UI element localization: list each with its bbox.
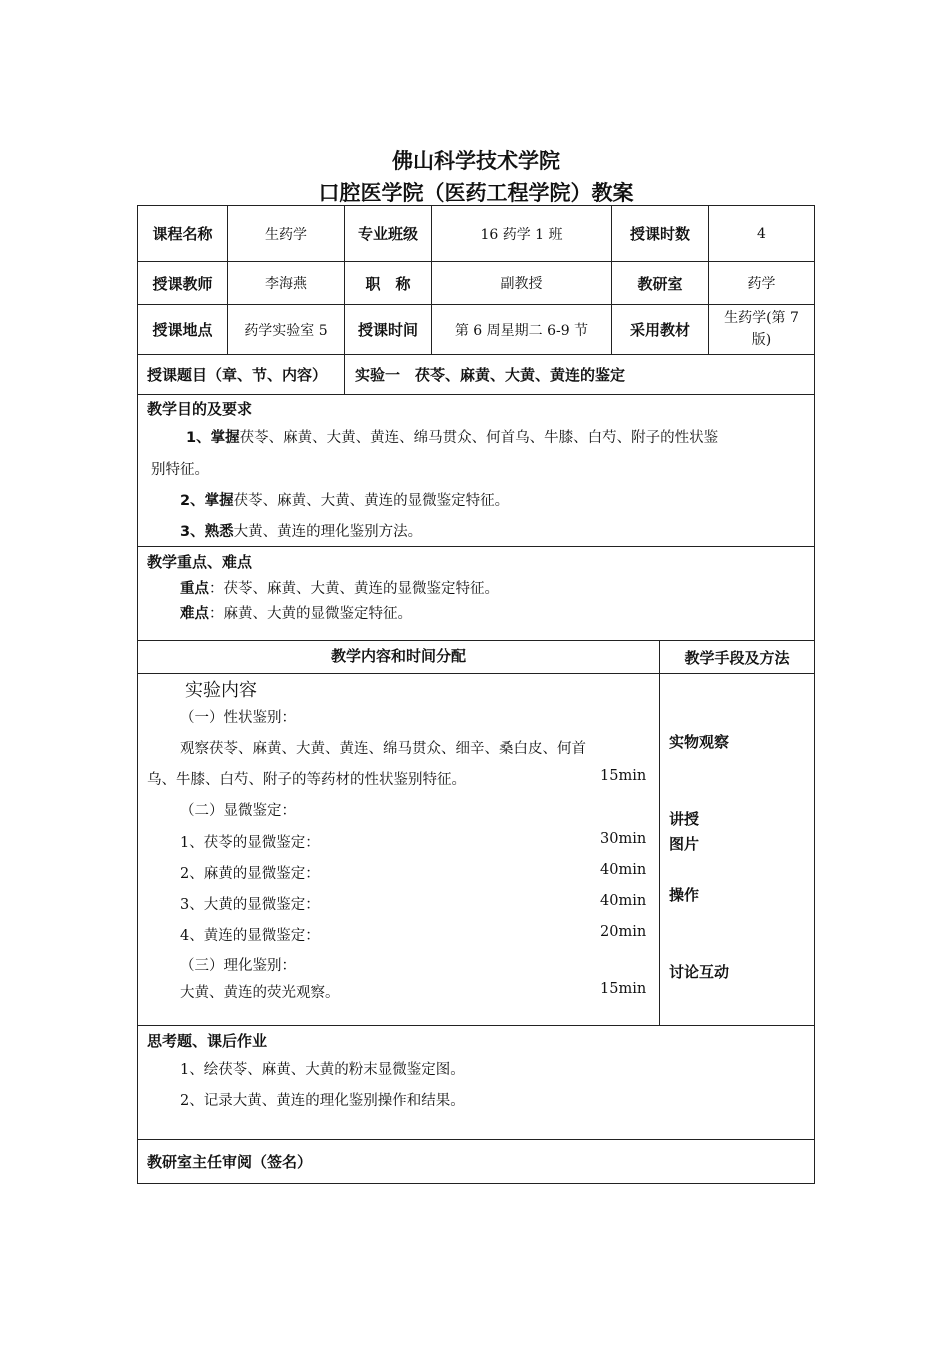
objective-2	[180, 489, 509, 510]
micro-item-4-time: 20min	[600, 924, 647, 940]
class-value: 16 药学 1 班	[431, 205, 612, 262]
keypoints-heading: 教学重点、难点	[147, 553, 253, 571]
micro-item-4: 4、黄连的显微鉴定：	[180, 928, 320, 944]
objective-3-bold: 3、熟悉	[180, 524, 234, 540]
class-label: 专业班级	[344, 205, 432, 262]
content-header-left: 教学内容和时间分配	[137, 640, 660, 674]
hard-point	[180, 602, 412, 623]
book-value-line1: 生药学(第 7	[724, 310, 799, 326]
micro-item-3-time: 40min	[600, 893, 647, 909]
objective-1-bold: 1、掌握	[186, 430, 240, 446]
homework-item-1: 1、绘茯苓、麻黄、大黄的粉末显微鉴定图。	[180, 1062, 465, 1078]
micro-item-2: 2、麻黄的显微鉴定：	[180, 866, 320, 882]
section-3-time: 15min	[600, 981, 647, 997]
method-lecture: 讲授	[669, 810, 700, 828]
content-heading: 实验内容	[185, 680, 257, 701]
hard-point-text: ：麻黄、大黄的显微鉴定特征。	[209, 606, 412, 622]
objective-1-text: 茯苓、麻黄、大黄、黄连、绵马贯众、何首乌、牛膝、白芍、附子的性状鉴	[239, 430, 719, 446]
key-point-bold: 重点	[180, 581, 209, 597]
objectives-heading: 教学目的及要求	[147, 400, 253, 418]
title-value: 副教授	[431, 261, 612, 305]
book-value	[708, 304, 815, 355]
objective-2-text: 茯苓、麻黄、大黄、黄连的显微鉴定特征。	[233, 493, 510, 509]
title-label: 职 称	[344, 261, 432, 305]
hours-value: 4	[708, 205, 815, 262]
teacher-label: 授课教师	[137, 261, 228, 305]
method-discussion: 讨论互动	[669, 963, 730, 981]
objective-3-text: 大黄、黄连的理化鉴别方法。	[233, 524, 423, 540]
micro-item-1-time: 30min	[600, 831, 647, 847]
homework-heading: 思考题、课后作业	[147, 1032, 268, 1050]
hard-point-bold: 难点	[180, 606, 209, 622]
objective-2-bold: 2、掌握	[180, 493, 234, 509]
section-2-title: （二）显微鉴定：	[180, 803, 296, 819]
content-header-right: 教学手段及方法	[659, 640, 815, 674]
key-point	[180, 577, 499, 598]
objective-1	[186, 426, 718, 447]
time-value: 第 6 周星期二 6-9 节	[431, 304, 612, 355]
homework-item-2: 2、记录大黄、黄连的理化鉴别操作和结果。	[180, 1093, 465, 1109]
teacher-value: 李海燕	[227, 261, 345, 305]
section-1-time: 15min	[600, 768, 647, 784]
section-1-text-cont: 乌、牛膝、白芍、附子的等药材的性状鉴别特征。	[147, 772, 466, 788]
micro-item-1: 1、茯苓的显微鉴定：	[180, 835, 320, 851]
section-1-text: 观察茯苓、麻黄、大黄、黄连、绵马贯众、细辛、桑白皮、何首	[180, 741, 586, 757]
objective-3	[180, 520, 422, 541]
method-operation: 操作	[669, 886, 700, 904]
section-1-title: （一）性状鉴别：	[180, 710, 296, 726]
method-observation: 实物观察	[669, 733, 730, 751]
section-3-title: （三）理化鉴别：	[180, 958, 296, 974]
place-value: 药学实验室 5	[227, 304, 345, 355]
book-value-line2: 版)	[751, 332, 772, 348]
topic-label: 授课题目（章、节、内容）	[137, 354, 345, 395]
micro-item-2-time: 40min	[600, 862, 647, 878]
document-title: 口腔医学院（医药工程学院）教案	[318, 181, 634, 205]
objective-1-cont: 别特征。	[151, 462, 209, 478]
section-3-text: 大黄、黄连的荧光观察。	[180, 985, 340, 1001]
hours-label: 授课时数	[611, 205, 709, 262]
book-label: 采用教材	[611, 304, 709, 355]
place-label: 授课地点	[137, 304, 228, 355]
dept-value: 药学	[708, 261, 815, 305]
school-name: 佛山科学技术学院	[392, 149, 560, 173]
course-name-value: 生药学	[227, 205, 345, 262]
dept-label: 教研室	[611, 261, 709, 305]
key-point-text: ：茯苓、麻黄、大黄、黄连的显微鉴定特征。	[209, 581, 499, 597]
method-pictures: 图片	[669, 835, 700, 853]
time-label: 授课时间	[344, 304, 432, 355]
review-signature: 教研室主任审阅（签名）	[137, 1139, 815, 1184]
course-name-label: 课程名称	[137, 205, 228, 262]
topic-value: 实验一 茯苓、麻黄、大黄、黄连的鉴定	[344, 354, 815, 395]
micro-item-3: 3、大黄的显微鉴定：	[180, 897, 320, 913]
